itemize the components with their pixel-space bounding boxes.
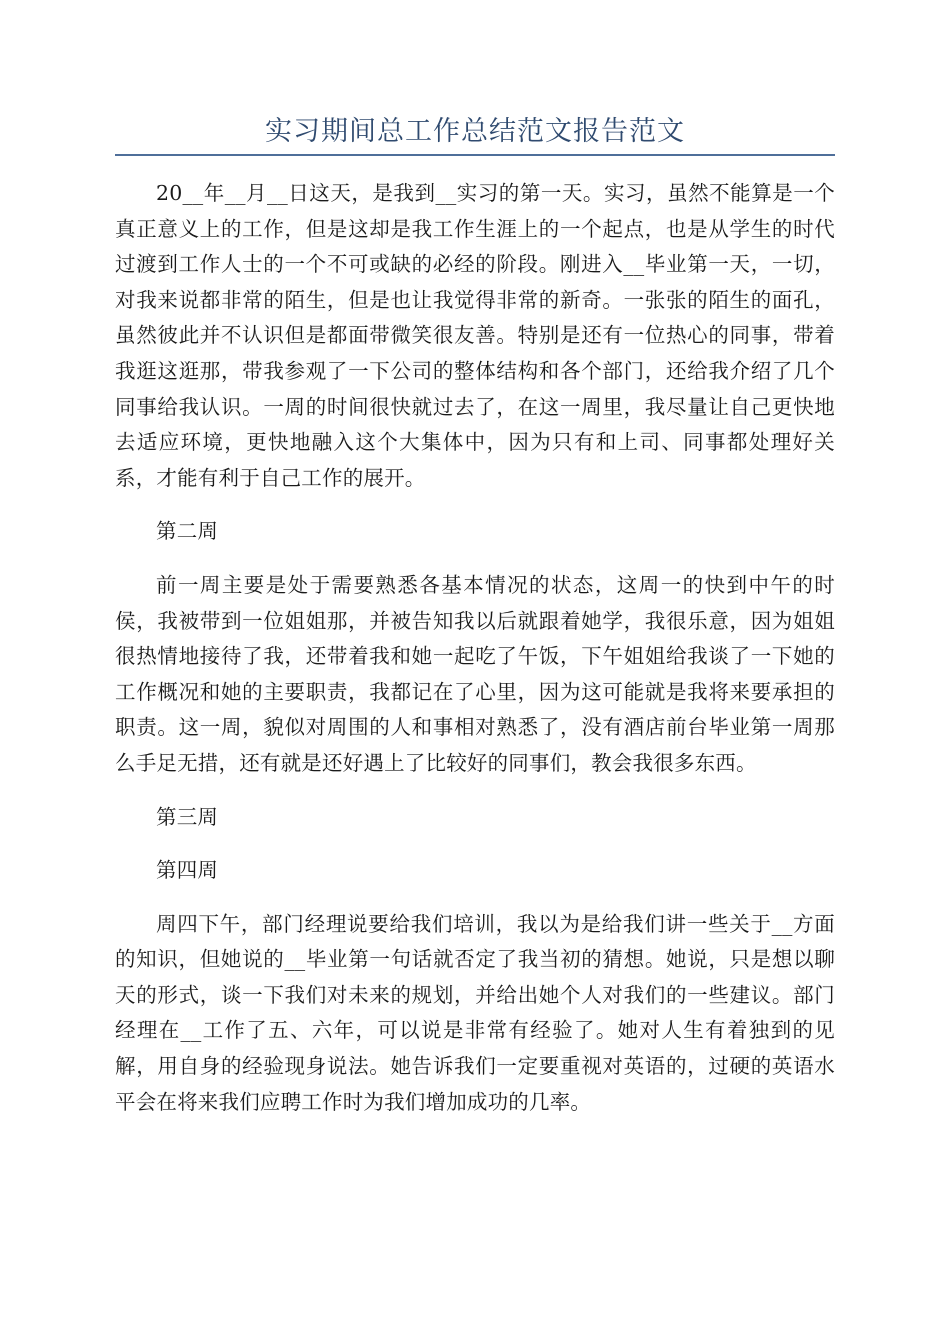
paragraph-spacer bbox=[115, 889, 835, 907]
document-body bbox=[115, 176, 835, 1120]
title-underline bbox=[115, 154, 835, 156]
paragraph-week-two: 前一周主要是处于需要熟悉各基本情况的状态，这周一的快到中午的时侯，我被带到一位姐姐那，并被告知我以后就跟着她学，我很乐意，因为姐姐很热情地接待了我，还带着我和她一起吃了午饭，下午姐姐给我谈了一下她的工作概况和她的主要职责，我都记在了心里，因为这可能就是我将来要承担的职责。这一周，貌似对周围的人和事相对熟悉了，没有酒店前台毕业第一周那么手足无措，还有就是还好遇上了比较好的同事们，教会我很多东西。 bbox=[115, 572, 835, 775]
paragraph-spacer bbox=[115, 782, 835, 800]
document-title: 实习期间总工作总结范文报告范文 bbox=[265, 116, 685, 147]
paragraph-intro: 20__年__月__日这天，是我到__实习的第一天。实习，虽然不能算是一个真正意义上的工作，但是这却是我工作生涯上的一个起点，也是从学生的时代过渡到工作人士的一个不可或缺的必经的阶段。刚进入__毕业第一天，一切，对我来说都非常的陌生，但是也让我觉得非常的新奇。一张张的陌生的面孔，虽然彼此并不认识但是都面带微笑很友善。特别是还有一位热心的同事，带着我逛这逛那，带我参观了一下公司的整体结构和各个部门，还给我介绍了几个同事给我认识。一周的时间很快就过去了，在这一周里，我尽量让自己更快地去适应环境，更快地融入这个大集体中，因为只有和上司、同事都处理好关系，才能有利于自己工作的展开。 bbox=[115, 181, 835, 490]
paragraph-spacer bbox=[115, 835, 835, 853]
paragraph-spacer bbox=[115, 550, 835, 568]
heading-week-three: 第三周 bbox=[156, 804, 219, 829]
heading-week-four: 第四周 bbox=[156, 858, 219, 883]
paragraph-week-four: 周四下午，部门经理说要给我们培训，我以为是给我们讲一些关于__方面的知识，但她说的__毕业第一句话就否定了我当初的猜想。她说，只是想以聊天的形式，谈一下我们对未来的规划，并给出她个人对我们的一些建议。部门经理在__工作了五、六年，可以说是非常有经验了。她对人生有着独到的见解，用自身的经验现身说法。她告诉我们一定要重视对英语的，过硬的英语水平会在将来我们应聘工作时为我们增加成功的几率。 bbox=[115, 911, 835, 1114]
heading-week-two: 第二周 bbox=[156, 519, 219, 544]
paragraph-spacer bbox=[115, 496, 835, 514]
